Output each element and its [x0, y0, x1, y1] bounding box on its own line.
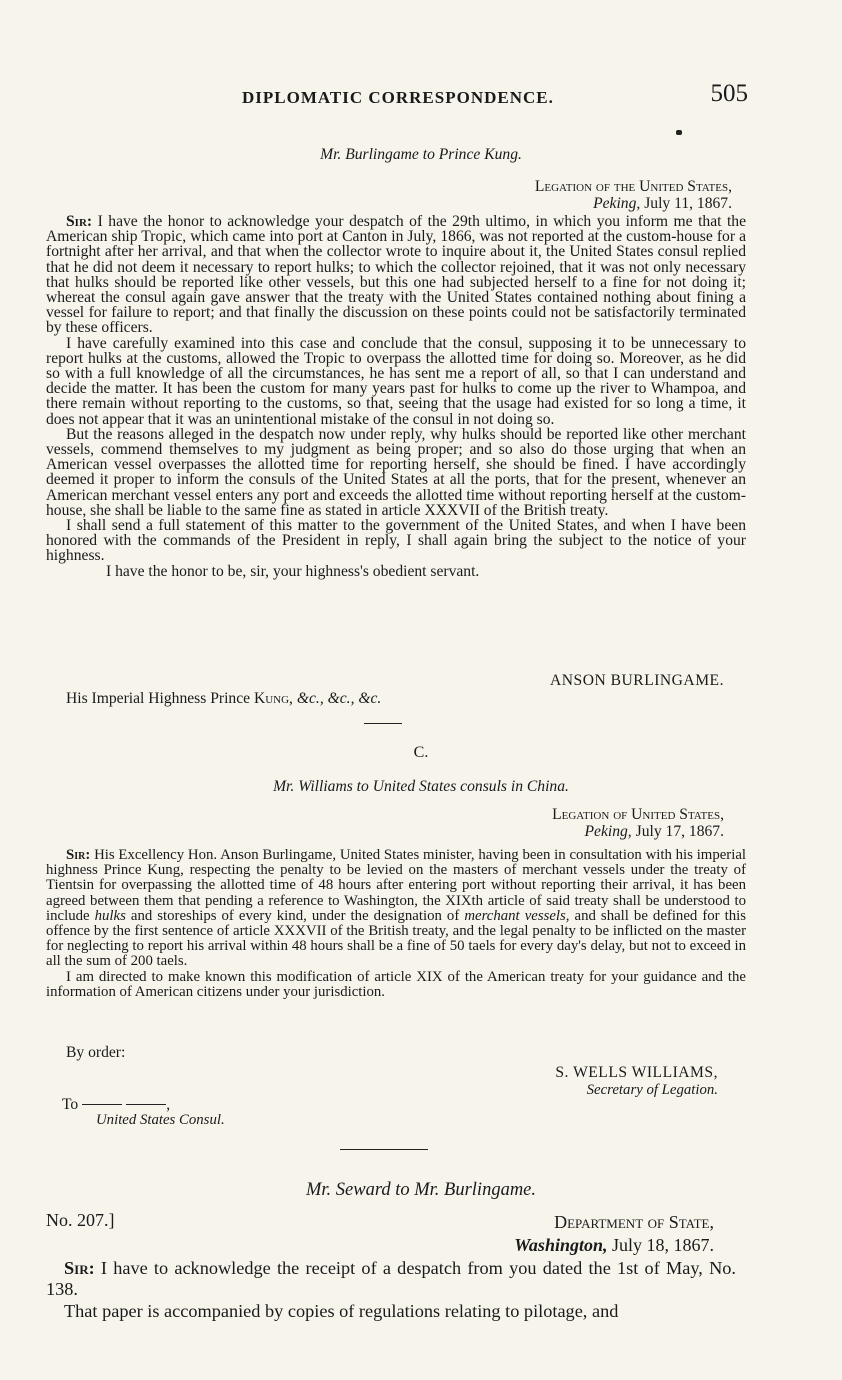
letter3-date-place: Washington,	[514, 1235, 608, 1255]
addressee-name: Kung,	[253, 690, 293, 707]
page-header	[46, 80, 748, 114]
to-label: To	[62, 1096, 79, 1113]
letter1-salutation: Sir:	[66, 213, 93, 230]
letter3-date	[514, 1234, 714, 1257]
letter1-date	[535, 195, 732, 212]
letter2-p1-merchant: merchant vessels,	[464, 907, 570, 924]
letter1-signature: ANSON BURLINGAME.	[550, 672, 724, 689]
letter2-date	[552, 823, 724, 840]
letter1-paragraph-2: I have carefully examined into this case and conclude that the consul, supposing it to be unnecessary to report hulks at the customs, allowed the Tropic to overpass the allotted time for doing so. Moreover, as he did so with a full knowledge of all the circumstances, he has sent me a report of all, so that I can understand and decide the matter. It has been the custom for many years past for hulks to come up the river to Whampoa, and there remain without reporting to the customs, so that, seeing that the usage had existed for so long a time, it does not appear that it was an unintentional mistake of the consul in not doing so.	[46, 334, 746, 428]
letter3-dateline	[514, 1211, 714, 1257]
letter1-date-place: Peking,	[593, 195, 641, 212]
addressee-prefix: His Imperial Highness Prince	[66, 690, 251, 707]
letter1-paragraph-1	[46, 214, 746, 336]
letter2-p1-hulks: hulks	[94, 907, 126, 924]
letter2-paragraph-1	[46, 848, 746, 970]
letter3-body	[46, 1258, 736, 1322]
letter2-date-place: Peking,	[584, 823, 632, 840]
to-blank-2	[126, 1104, 166, 1105]
letter2-title: Mr. Williams to United States consuls in China.	[273, 778, 569, 795]
letter2-signature-title: Secretary of Legation.	[586, 1082, 718, 1098]
ink-speck-mark	[676, 130, 682, 135]
letter2-recipient: United States Consul.	[96, 1112, 225, 1128]
letter1-paragraph-3: But the reasons alleged in the despatch now under reply, why hulks should be reported like other merchant vessels, commend themselves to my judgment as being proper; and so also do those urging that when an American vessel overpasses the allotted time for reporting herself, she should be fined. I have accordingly deemed it proper to inform the consuls of the United States at all the ports, that for the present, whenever an American merchant vessel enters any port and exceeds the allotted time without reporting herself at the custom-house, she shall be liable to the same fine as stated in article XXXVII of the British treaty.	[46, 425, 746, 519]
letter1-paragraph-1-text: I have the honor to acknowledge your despatch of the 29th ultimo, in which you inform me that the American ship Tropic, which came into port at Canton in July, 1866, was not reported at the custom-house for a fortnight after her arrival, and that when the collector wrote to inquire about it, the United States consul replied that he did not deem it necessary to report hulks; to which the collector rejoined, that it was not only necessary that hulks should be reported like other vessels, but this one had subjected herself to a fine for not doing it; whereat the consul again gave answer that the treaty with the United States contained nothing about fining a vessel for failure to report; and that finally the discussion on these points could not be satisfactorily terminated by these officers.	[46, 213, 746, 337]
section-divider-1	[364, 723, 402, 724]
letter1-title: Mr. Burlingame to Prince Kung.	[320, 146, 522, 163]
letter2-dateline	[552, 806, 724, 840]
letter2-body	[46, 848, 746, 1000]
letter2-p1-part2: and storeships of every kind, under the designation of	[130, 907, 460, 924]
letter3-paragraph-2: That paper is accompanied by copies of regulations relating to pilotage, and	[64, 1301, 619, 1321]
letter1-dateline	[535, 178, 732, 212]
letter1-body	[46, 214, 746, 579]
letter2-by-order: By order:	[66, 1044, 126, 1061]
letter2-to-line: To ,	[62, 1096, 171, 1113]
letter3-paragraph-1	[46, 1258, 736, 1300]
letter2-origin: Legation of United States,	[552, 806, 724, 823]
page-number: 505	[710, 80, 748, 107]
to-blank-1	[82, 1104, 122, 1105]
letter1-date-text: July 11, 1867.	[644, 195, 732, 212]
section-label: C.	[413, 744, 429, 761]
letter3-title: Mr. Seward to Mr. Burlingame.	[305, 1180, 537, 1200]
letter3-origin: Department of State,	[554, 1212, 714, 1232]
letter2-p1-part3: and shall be defined for this offence by the first sentence of article XXXVII of the British treaty, and the legal penalty to be inflicted on the master for neglecting to report his arrival within 48 hours shall be a fine of 50 taels for every day's delay, but not to exceed in all the sum of 200 taels.	[46, 907, 747, 970]
letter2-p1-part1: His Excellency Hon. Anson Burlingame, United States minister, having been in consultation with his imperial highness Prince Kung, respecting the penalty to be levied on the masters of merchant vessels under the treaty of Tientsin for overpassing the allotted time of 48 hours after entering port without reporting their arrival, it has been agreed between them that pending a reference to Washington, the XIXth article of said treaty shall be understood to include	[46, 847, 747, 924]
letter3-paragraph-1-text: I have to acknowledge the receipt of a despatch from you dated the 1st of May, No. 138.	[46, 1258, 736, 1299]
letter1-paragraph-4: I shall send a full statement of this matter to the government of the United States, and when I have been honored with the commands of the President in reply, I shall again bring the subject to the notice of your highness.	[46, 517, 746, 565]
letter1-closing: I have the honor to be, sir, your highness's obedient servant.	[106, 562, 480, 580]
letter2-paragraph-2: I am directed to make known this modification of article XIX of the American treaty for your guidance and the information of American citizens under your jurisdiction.	[46, 968, 746, 1000]
running-title: DIPLOMATIC CORRESPONDENCE.	[242, 88, 554, 107]
letter1-addressee	[66, 690, 381, 708]
letter3-date-text: July 18, 1867.	[611, 1235, 714, 1255]
letter2-signature: S. WELLS WILLIAMS,	[555, 1064, 718, 1081]
section-divider-2	[340, 1149, 428, 1150]
letter2-date-text: July 17, 1867.	[635, 823, 724, 840]
addressee-suffix: &c., &c., &c.	[296, 690, 382, 707]
letter2-salutation: Sir:	[66, 847, 91, 863]
letter1-origin: Legation of the United States,	[534, 178, 732, 195]
letter3-salutation: Sir:	[64, 1258, 95, 1278]
letter3-number: No. 207.]	[46, 1210, 115, 1230]
